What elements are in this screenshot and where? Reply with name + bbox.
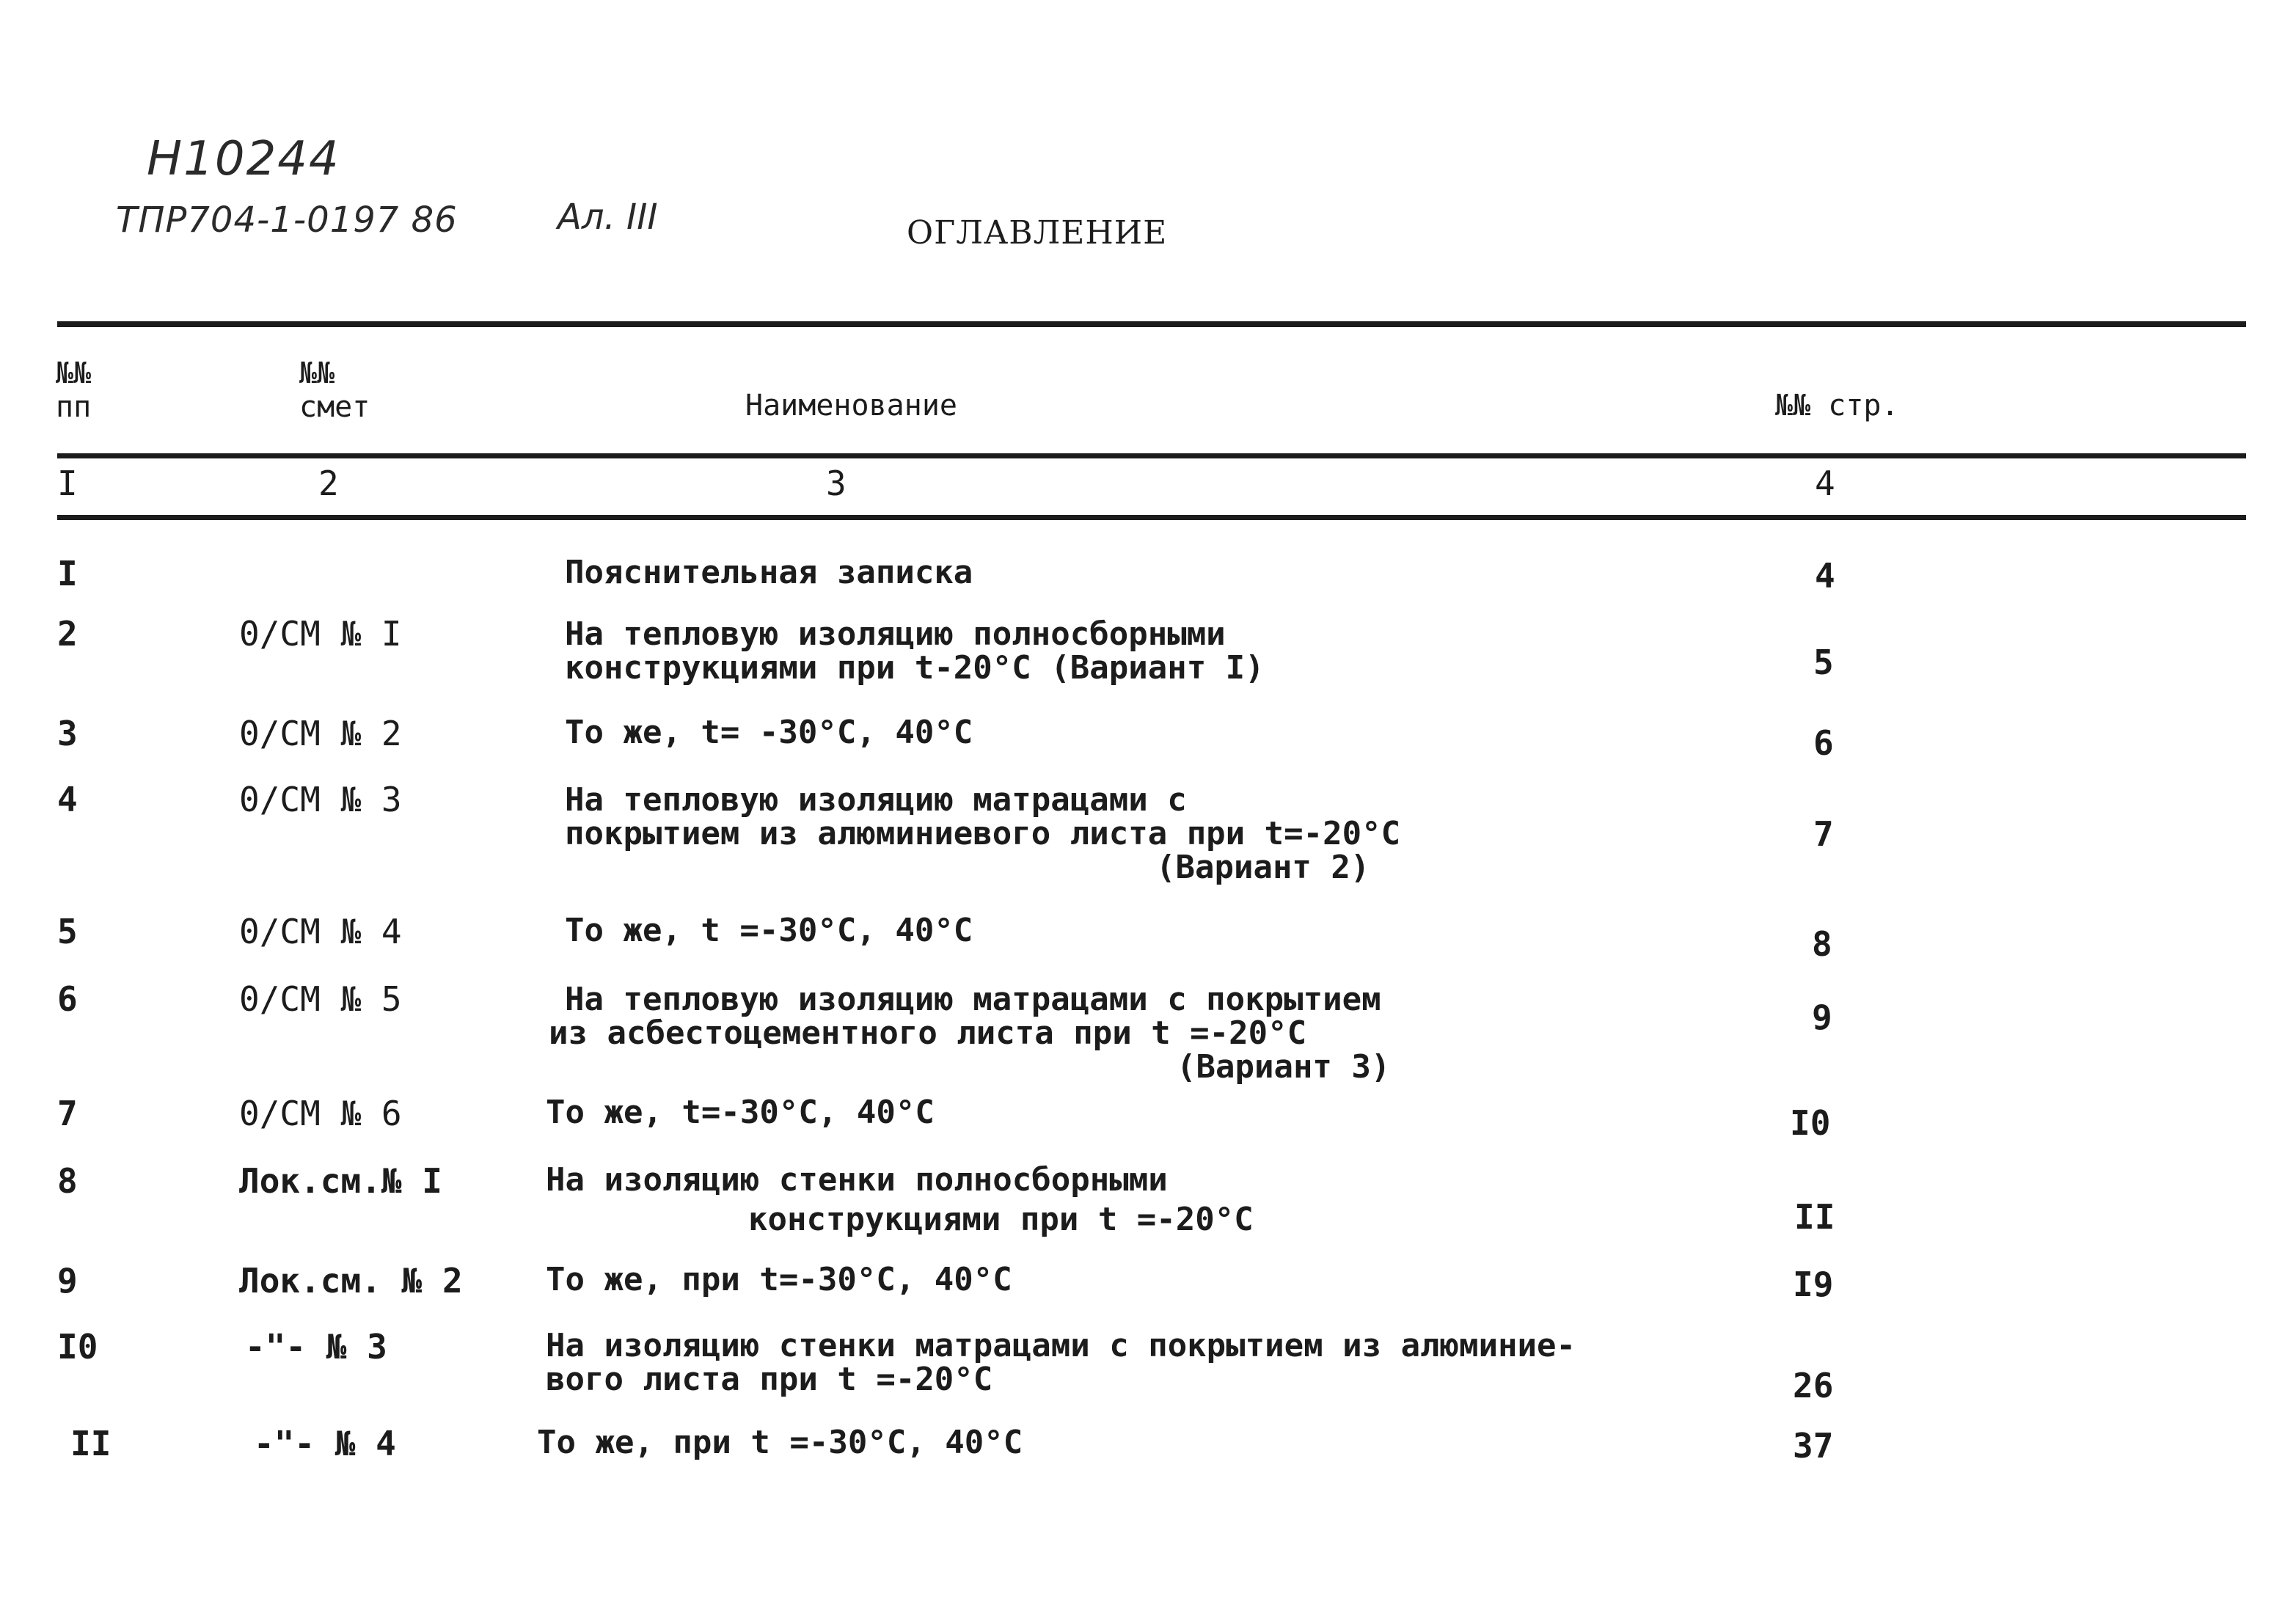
row-11-page: 37 <box>1793 1426 1834 1466</box>
sheet-label: Ал. III <box>557 197 658 238</box>
row-7-name-line1: То же, t=-30°C, 40°C <box>546 1094 935 1131</box>
row-8-num: 8 <box>57 1161 78 1201</box>
row-2-num: 2 <box>57 614 78 654</box>
row-10-page: 26 <box>1793 1366 1834 1405</box>
column-number-3: 3 <box>826 464 847 503</box>
header-estimate-line2: смет <box>299 390 370 424</box>
row-1-num: I <box>57 554 78 593</box>
row-4-page: 7 <box>1813 814 1834 854</box>
row-10-name-line1: На изоляцию стенки матрацами с покрытием из алюминие- <box>546 1327 1576 1364</box>
row-6-name-line1: На тепловую изоляцию матрацами с покрытием <box>565 981 1381 1018</box>
row-1-name-line1: Пояснительная записка <box>565 554 973 591</box>
row-7-name <box>546 1096 935 1130</box>
row-8-name <box>546 1163 1254 1237</box>
row-1-page: 4 <box>1815 556 1835 596</box>
row-4-name-line3: (Вариант 2) <box>1156 849 1370 886</box>
row-8-estimate: Лок.см.№ I <box>239 1161 442 1201</box>
row-9-num: 9 <box>57 1261 78 1301</box>
row-8-name-line1: На изоляцию стенки полносборными <box>546 1161 1168 1199</box>
row-10-name <box>546 1329 1576 1397</box>
row-5-num: 5 <box>57 912 78 951</box>
row-6-name-line2: из асбестоцементного листа при t =-20°C <box>549 1014 1307 1052</box>
row-2-name-line2: конструкциями при t-20°C (Вариант I) <box>565 649 1265 687</box>
row-4-estimate: 0/СМ № 3 <box>239 780 402 819</box>
row-10-name-line2: вого листа при t =-20°C <box>546 1361 993 1398</box>
column-number-rule <box>57 515 2246 520</box>
row-5-name <box>565 914 973 948</box>
row-3-num: 3 <box>57 714 78 753</box>
row-6-name <box>549 983 1390 1084</box>
row-10-estimate: -"- № 3 <box>245 1327 387 1367</box>
row-2-estimate: 0/СМ № I <box>239 614 402 654</box>
row-9-estimate: Лок.см. № 2 <box>239 1261 463 1301</box>
row-8-name-line2: конструкциями при t =-20°C <box>748 1201 1254 1238</box>
row-5-name-line1: То же, t =-30°C, 40°C <box>565 912 973 949</box>
row-9-name <box>546 1263 1012 1297</box>
row-5-page: 8 <box>1812 924 1832 964</box>
document-code: ТПР704-1-0197 86 <box>116 200 458 241</box>
row-9-page: I9 <box>1793 1265 1834 1304</box>
row-7-num: 7 <box>57 1094 78 1133</box>
column-number-2: 2 <box>318 464 339 503</box>
row-11-name-line1: То же, при t =-30°C, 40°C <box>537 1424 1023 1461</box>
row-6-name-line3: (Вариант 3) <box>1177 1048 1391 1086</box>
header-estimate <box>299 356 370 424</box>
row-3-name-line1: То же, t= -30°C, 40°C <box>565 714 973 751</box>
row-10-num: I0 <box>57 1327 98 1367</box>
row-1-name <box>565 556 973 590</box>
table-top-rule <box>57 321 2246 327</box>
row-9-name-line1: То же, при t=-30°C, 40°C <box>546 1261 1012 1298</box>
row-2-page: 5 <box>1813 643 1834 682</box>
row-2-name <box>565 615 1265 687</box>
row-3-name <box>565 716 973 750</box>
row-11-num: II <box>70 1424 111 1463</box>
header-page: №№ стр. <box>1775 389 1899 423</box>
row-4-num: 4 <box>57 780 78 819</box>
row-3-estimate: 0/СМ № 2 <box>239 714 402 753</box>
header-num-line2: пп <box>56 390 92 424</box>
row-4-name <box>565 783 1400 885</box>
row-2-name-line1: На тепловую изоляцию полносборными <box>565 615 1226 653</box>
header-num-line1: №№ <box>56 356 92 390</box>
column-number-1: I <box>57 464 78 503</box>
row-5-estimate: 0/СМ № 4 <box>239 912 402 951</box>
header-estimate-line1: №№ <box>299 356 335 390</box>
row-6-page: 9 <box>1812 998 1832 1037</box>
header-bottom-rule <box>57 453 2246 458</box>
row-8-page: II <box>1794 1197 1835 1237</box>
header-name: Наименование <box>745 389 957 423</box>
header-num <box>56 356 91 424</box>
row-4-name-line2: покрытием из алюминиевого листа при t=-20°C <box>565 815 1401 852</box>
row-4-name-line1: На тепловую изоляцию матрацами с <box>565 781 1187 819</box>
row-7-page: I0 <box>1790 1103 1831 1143</box>
row-6-estimate: 0/СМ № 5 <box>239 979 402 1019</box>
handwritten-archive-number: H10244 <box>147 132 340 186</box>
page-title: ОГЛАВЛЕНИЕ <box>907 214 1168 252</box>
row-11-estimate: -"- № 4 <box>254 1424 396 1463</box>
row-3-page: 6 <box>1813 723 1834 763</box>
row-6-num: 6 <box>57 979 78 1019</box>
column-number-4: 4 <box>1815 464 1835 503</box>
row-7-estimate: 0/СМ № 6 <box>239 1094 402 1133</box>
row-11-name <box>537 1426 1023 1460</box>
